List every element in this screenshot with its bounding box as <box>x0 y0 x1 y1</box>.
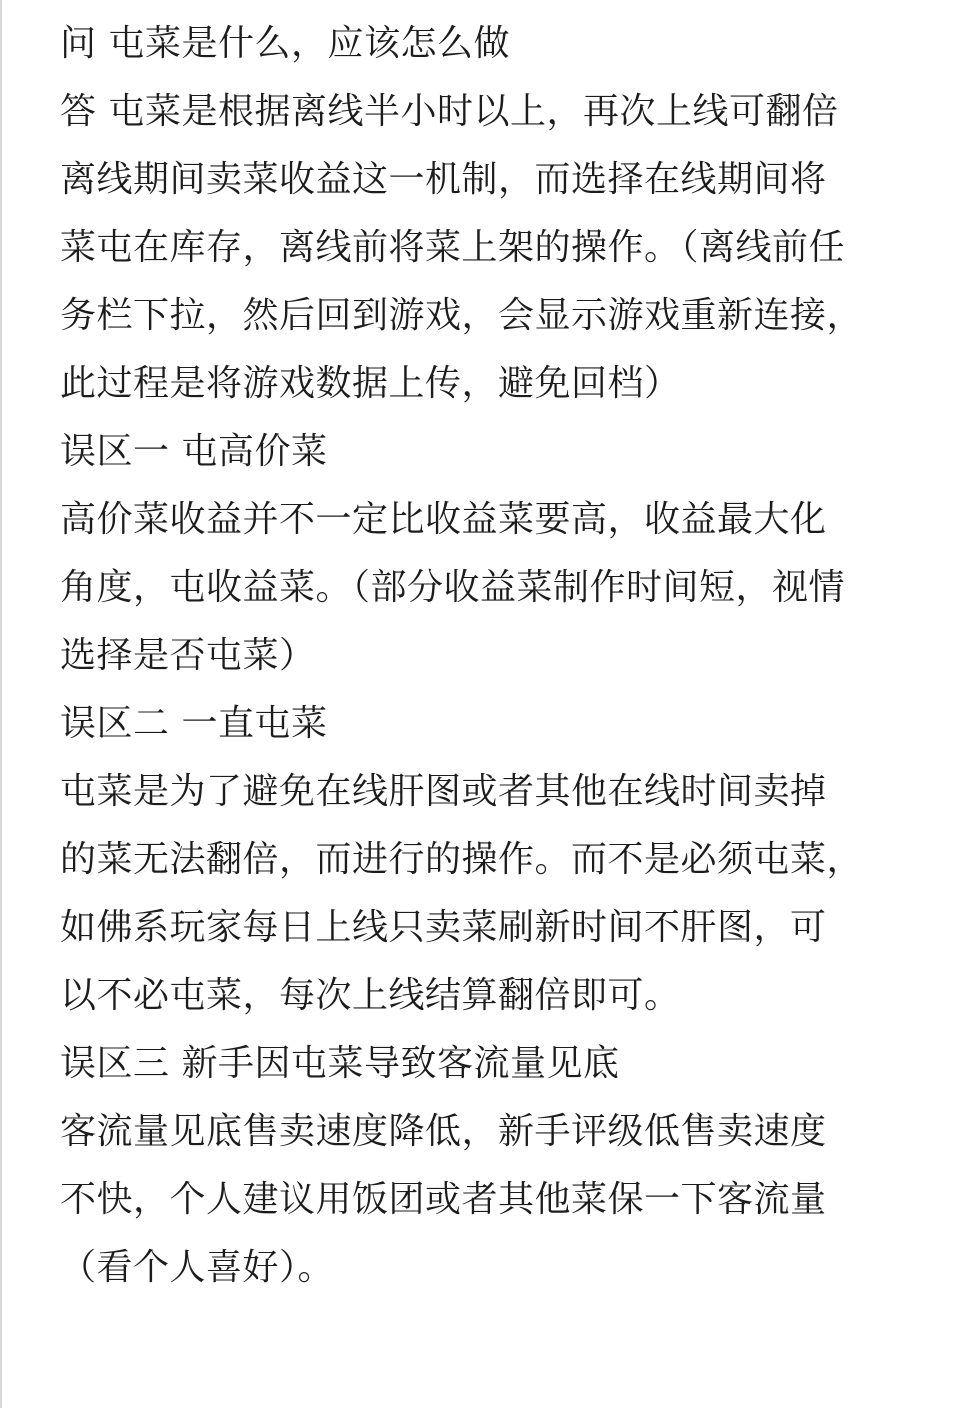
section-text-1: 角度，屯收益菜。（部分收益菜制作时间短，视情 <box>60 567 846 608</box>
answer-line: 务栏下拉，然后回到游戏，会显示游戏重新连接， <box>60 295 864 336</box>
document-body <box>60 10 940 1302</box>
question-line: 问 屯菜是什么，应该怎么做 <box>60 23 510 64</box>
answer-line: 此过程是将游戏数据上传，避免回档） <box>60 363 681 404</box>
answer-line: 答 屯菜是根据离线半小时以上，再次上线可翻倍 <box>60 91 839 132</box>
section-text-2: 的菜无法翻倍，而进行的操作。而不是必须屯菜， <box>60 839 864 880</box>
section-text-3: （看个人喜好）。 <box>60 1247 335 1288</box>
answer-line: 菜屯在库存，离线前将菜上架的操作。（离线前任 <box>60 227 846 268</box>
section-text-1: 高价菜收益并不一定比收益菜要高，收益最大化 <box>60 499 827 540</box>
section-heading-1: 误区一 屯高价菜 <box>60 431 328 472</box>
section-heading-2: 误区二 一直屯菜 <box>60 703 328 744</box>
section-text-2: 以不必屯菜，每次上线结算翻倍即可。 <box>60 975 681 1016</box>
section-text-3: 客流量见底售卖速度降低，新手评级低售卖速度 <box>60 1111 827 1152</box>
section-text-2: 屯菜是为了避免在线肝图或者其他在线时间卖掉 <box>60 771 827 812</box>
section-text-3: 不快，个人建议用饭团或者其他菜保一下客流量 <box>60 1179 827 1220</box>
section-text-1: 选择是否屯菜） <box>60 635 316 676</box>
section-heading-3: 误区三 新手因屯菜导致客流量见底 <box>60 1043 620 1084</box>
answer-line: 离线期间卖菜收益这一机制，而选择在线期间将 <box>60 159 827 200</box>
section-text-2: 如佛系玩家每日上线只卖菜刷新时间不肝图，可 <box>60 907 827 948</box>
